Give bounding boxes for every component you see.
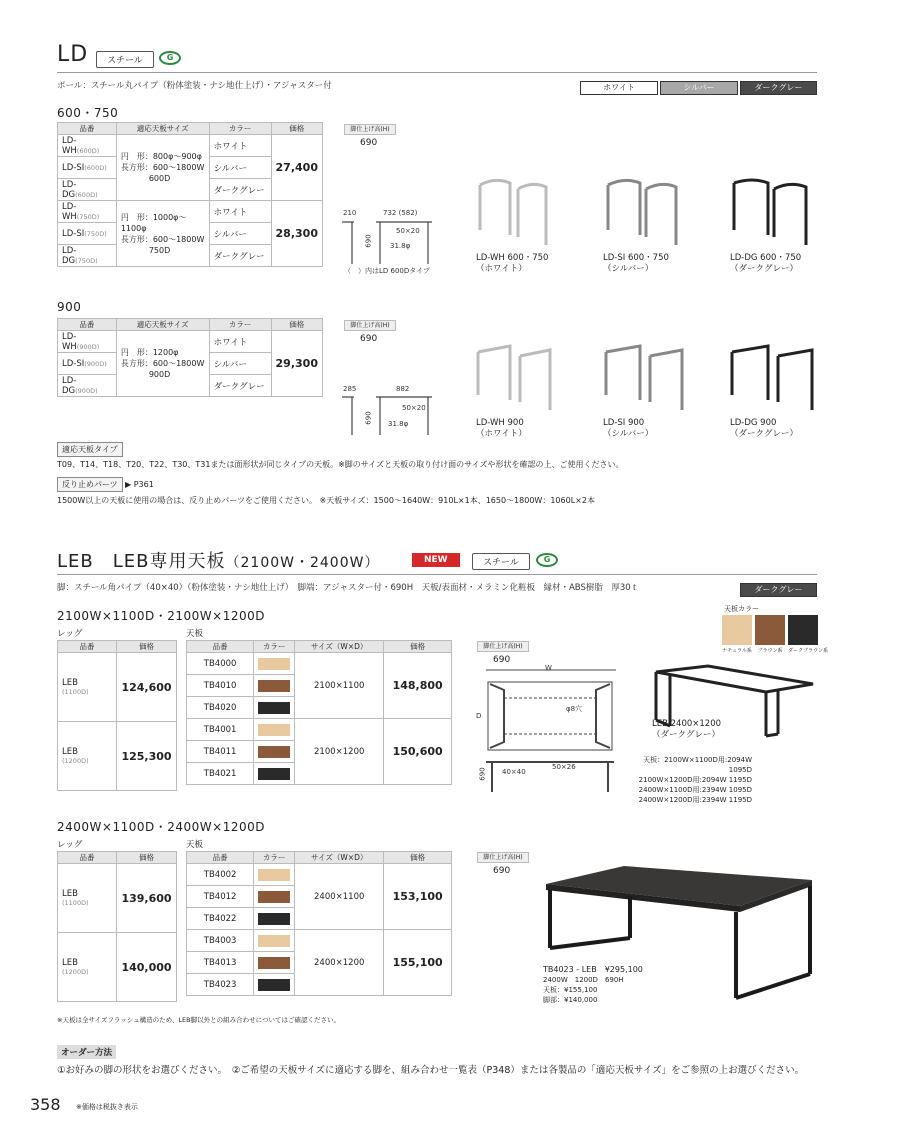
color-cell: ホワイト [209,135,271,157]
dim-b: 882 [396,385,410,393]
color-cell: ホワイト [209,201,271,223]
table-row: LEB (1200D) 140,000 [58,933,177,1002]
top-color-swatches [722,615,829,663]
ld-s2-dimension-diagram [340,385,440,443]
dim-w: W [545,664,552,672]
ld-s1-table [57,122,323,267]
dim-h: 690 [478,767,487,781]
anti-warp-text: 1500W以上の天板に使用の場合は、反り止めパーツをご使用ください。 ※天板サイズ：1500～1640W：910L×1本、1650～1800W：1060L×2本 [57,496,595,505]
leb-plan-diagram [476,664,621,794]
product-code: LEB [62,747,78,757]
table-row: LD-WH(600D) 円 形：800φ～900φ 長方形：600～1800W 600D ホワイト 27,400 [58,135,323,157]
swatch-label: ナチュラル系 [722,648,752,654]
color-cell: ダークグレー [209,375,271,397]
table-row: TB4020 [187,697,452,719]
table-row: LD-SI(900D) シルバー [58,353,323,375]
product-code: LEB [62,678,78,688]
product-code: LD-DG [62,179,77,200]
swatch-item [755,615,785,654]
table-row: LD-SI(750D) シルバー [58,223,323,245]
ld-s1-caption-silver: LD-SI 600・750 （シルバー） [603,253,669,274]
size-line: 円 形：1200φ [120,348,179,357]
height-value: 690 [493,866,511,876]
ld-s2-caption-silver: LD-SI 900 （シルバー） [603,418,654,439]
leb-material-tag: スチール [472,553,530,570]
ld-dg-900-image [728,340,818,415]
dim-c: 50×20 [396,227,420,235]
tax-note: ※価格は税抜き表示 [76,1103,138,1111]
height-label: 脚仕上げ高(H) [477,641,529,652]
price: 139,600 [117,864,177,933]
ld-s2-title: 900 [57,300,82,314]
dim-d: 31.8φ [390,242,411,250]
size-line: 長方形：600～1800W [120,234,205,244]
footnote: ※天板は全サイズフラッシュ構造のため、LEB脚以外との組み合わせについてはご確認ください。 [57,1016,340,1024]
height-value: 690 [493,655,511,665]
product-code: LD-SI [62,162,85,173]
product-code: LEB [62,958,78,968]
ld-s2-caption-darkgray: LD-DG 900 （ダークグレー） [730,418,799,439]
dim-b: 40×40 [502,768,526,776]
color-cell: ダークグレー [209,179,271,201]
product-code: LD-DG [62,375,77,396]
size-line: 600D [148,174,171,183]
product-code: LD-SI [62,228,85,239]
th-top-size: 適応天板サイズ [116,123,209,135]
price: 125,300 [117,722,177,791]
anti-warp-label: 反り止めパーツ [57,477,123,492]
top-color-label: 天板カラー [724,605,759,613]
price: 27,400 [271,135,322,201]
table-row: LD-DG(600D) ダークグレー [58,179,323,201]
swatch-label: ダークブラウン系 [788,648,829,654]
height-label: 脚仕上げ高(H) [344,320,396,331]
table-row: TB4002 2400×1100 153,100 [187,864,452,886]
top-specs: 天板：2100W×1100D用:2094W 1095D 2100W×1200D用:2094W 1195D 2400W×1100D用:2394W 1095D 2400W×1200D用:2394W 1195D [638,756,752,804]
ld-wh-600-image [470,175,560,250]
size-line: 長方形：600～1800W [120,359,205,368]
dim-a: 285 [343,385,357,393]
dim-hole: φ8穴 [566,705,583,713]
table-row: LD-SI(600D) シルバー [58,157,323,179]
ld-description: ポール：スチール丸パイプ（粉体塗装・ナシ地仕上げ）・アジャスター付 [57,81,332,91]
swatch-color [788,615,818,645]
product-code: LD-SI [62,358,85,369]
color-option-darkgray[interactable]: ダークグレー [740,81,817,95]
table-row: TB4000 2100×1100 148,800 [187,653,452,675]
product-code: LD-DG [62,245,77,266]
order-label: オーダー方法 [57,1045,116,1059]
ld-dg-600-image [728,175,818,250]
leb-s2-leg-table: 品番 価格 LEB (1100D) 139,600 LEB (1200D) 140,000 [57,851,177,1002]
g-mark-icon: G [159,51,181,65]
color-option-white[interactable]: ホワイト [580,81,658,95]
table-row: TB4012 [187,886,452,908]
size-line: 900D [148,370,171,379]
price: 140,000 [117,933,177,1002]
leb-s1-top-table: 品番 カラー サイズ（W×D） 価格 TB4000 2100×1100 148,800 TB4010 TB4020 TB4001 2100×1200 150,600 TB4011 TB4021 [186,640,452,785]
page-number: 358 [30,1095,61,1114]
ld-s1-title: 600・750 [57,106,119,120]
price: 28,300 [271,201,322,267]
divider [57,574,817,575]
table-row: TB4003 2400×1200 155,100 [187,930,452,952]
height-value: 690 [360,334,378,344]
table-row: TB4022 [187,908,452,930]
swatch-color [755,615,785,645]
table-row: TB4011 [187,741,452,763]
size-line: 750D [148,245,171,255]
ld-si-900-image [600,340,690,415]
g-mark-icon: G [536,553,558,567]
color-cell: シルバー [209,157,271,179]
leb-s1-leg-table: 品番 価格 LEB (1100D) 124,600 LEB (1200D) 125,300 [57,640,177,791]
th-color: カラー [209,123,271,135]
th-code: 品番 [58,123,117,135]
ld-s1-caption-white: LD-WH 600・750 （ホワイト） [476,253,549,274]
table-row: TB4013 [187,952,452,974]
product-code: LD-WH [62,201,77,222]
table-row: LD-DG(750D) ダークグレー [58,245,323,267]
compat-label: 適応天板タイプ [57,442,123,457]
table-row: LEB (1100D) 124,600 [58,653,177,722]
ld-title: LD [57,42,89,67]
new-badge: NEW [412,553,460,567]
dim-note: （ ）内はLD 600Dタイプ [344,267,430,275]
size-line: 円 形：800φ～900φ [120,152,202,161]
ld-si-600-image [600,175,690,250]
product-code: LEB [62,889,78,899]
price: 124,600 [117,653,177,722]
ld-s2-table: 品番 適応天板サイズ カラー 価格 LD-WH(900D) 円 形：1200φ 長方形：600～1800W 900D ホワイト 29,300 LD-SI(900D) シルバー LD-DG(900D) ダークグレー [57,318,323,397]
table-row: TB4001 2100×1200 150,600 [187,719,452,741]
color-option-silver[interactable]: シルバー [660,81,738,95]
table-row: TB4021 [187,763,452,785]
dim-d: 31.8φ [388,420,409,428]
swatch-color [722,615,752,645]
dim-c: 50×20 [402,404,426,412]
leb-s1-title: 2100W×1100D・2100W×1200D [57,609,265,623]
divider [57,72,817,73]
table-row: TB4023 [187,974,452,996]
ld-material-tag: スチール [96,51,154,68]
anti-warp-link[interactable]: ▶ P361 [125,480,154,489]
color-cell: ダークグレー [209,245,271,267]
ld-wh-900-image [470,340,560,415]
leg-label: レッグ [57,840,83,850]
top-label: 天板 [186,629,204,639]
table-row: LD-DG(900D) ダークグレー [58,375,323,397]
swatch-item [788,615,829,654]
swatch-label: ブラウン系 [757,648,783,654]
swatch-item [722,615,752,654]
size-line: 円 形：1000φ～1100φ [120,212,187,233]
table-row: LEB (1100D) 139,600 [58,864,177,933]
leb-s2-caption: TB4023 - LEB ¥295,100 2400W 1200D 690H 天板：¥155,100 脚部：¥140,000 [543,965,643,1004]
dim-a: 50×26 [552,763,576,771]
table-row: LD-WH(750D) 円 形：1000φ～1100φ 長方形：600～1800W 750D ホワイト 28,300 [58,201,323,223]
dim-h: 690 [364,411,373,425]
product-code: LD-WH [62,331,77,352]
leb-s1-caption: LEB 2400×1200 （ダークグレー） [652,719,722,740]
leg-label: レッグ [57,629,83,639]
color-cell: シルバー [209,223,271,245]
leb-title: LEB LEB専用天板（2100W・2400W） [57,551,380,572]
top-label: 天板 [186,840,204,850]
table-row: LD-WH(900D) 円 形：1200φ 長方形：600～1800W 900D ホワイト 29,300 [58,331,323,353]
height-value: 690 [360,138,378,148]
leb-s2-top-table: 品番 カラー サイズ（W×D） 価格 TB4002 2400×1100 153,100 TB4012 TB4022 TB4003 2400×1200 155,100 TB4013 TB4023 [186,851,452,996]
dim-d: D [476,712,482,720]
order-text: ①お好みの脚の形状をお選びください。 ②ご希望の天板サイズに適応する脚を、組み合わせ一覧表（P348）または各製品の「適応天板サイズ」をご参照の上お選びください。 [57,1065,805,1076]
compat-text: T09、T14、T18、T20、T22、T30、T31または面形状が同じタイプの天板。※脚のサイズと天板の取り付け面のサイズや形状を確認の上、ご使用ください。 [57,460,624,469]
height-label: 脚仕上げ高(H) [344,124,396,135]
leb-s2-title: 2400W×1100D・2400W×1200D [57,820,265,834]
dim-b: 732 (582) [383,209,418,217]
dim-h: 690 [364,234,373,248]
table-row: TB4010 [187,675,452,697]
color-cell: シルバー [209,353,271,375]
color-option-darkgray[interactable]: ダークグレー [740,583,817,597]
dim-a: 210 [343,209,357,217]
leb-description: 脚：スチール角パイプ（40×40）（粉体塗装・ナシ地仕上げ） 脚端：アジャスター付・690H 天板/表面材・メラミン化粧板 縁材・ABS樹脂 厚30ｔ [57,583,640,593]
th-price: 価格 [271,123,322,135]
table-row: LEB (1200D) 125,300 [58,722,177,791]
ld-s2-caption-white: LD-WH 900 （ホワイト） [476,418,527,439]
product-code: LD-WH [62,135,77,156]
size-line: 長方形：600～1800W [120,163,205,172]
ld-s1-caption-darkgray: LD-DG 600・750 （ダークグレー） [730,253,802,274]
color-cell: ホワイト [209,331,271,353]
price: 29,300 [271,331,322,397]
height-label: 脚仕上げ高(H) [477,852,529,863]
